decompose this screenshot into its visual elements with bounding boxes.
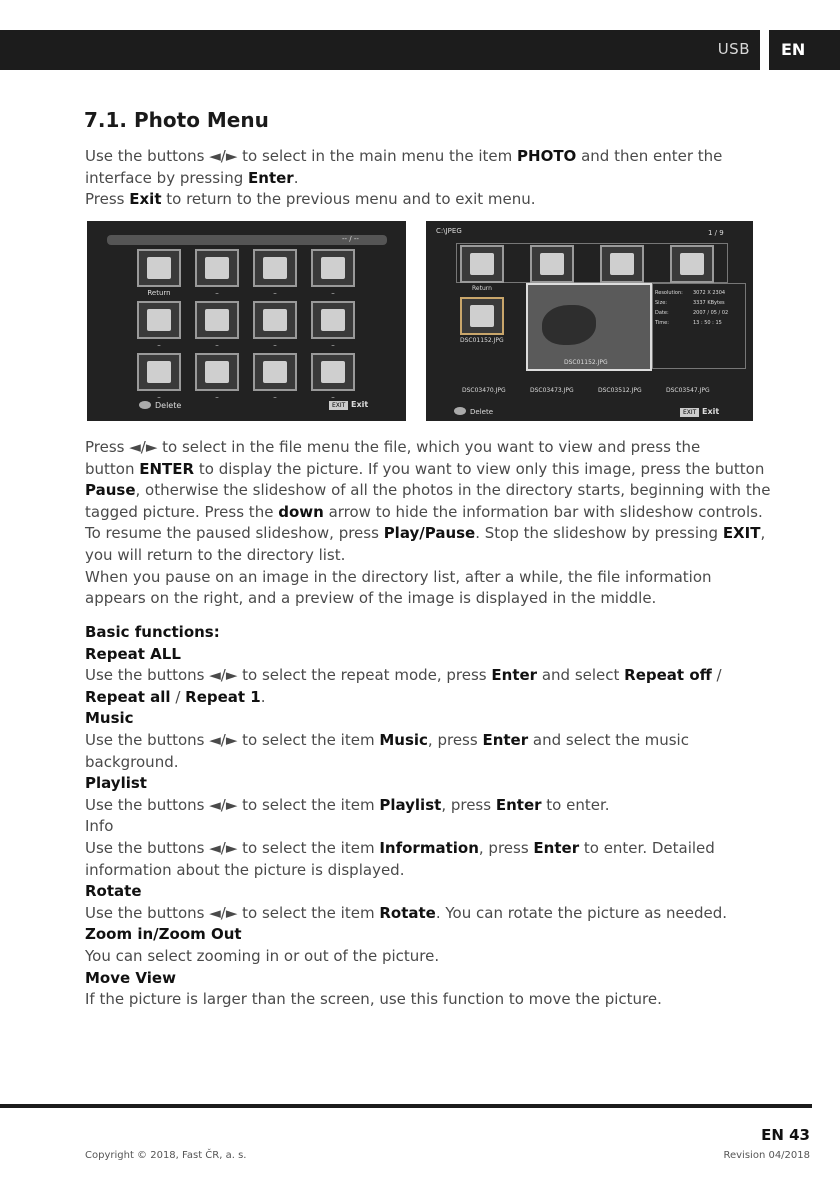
return-icon	[470, 253, 494, 275]
rotate-heading: Rotate	[85, 882, 142, 901]
grid-tile	[195, 249, 239, 287]
grid-tile	[253, 249, 297, 287]
file-label: DSC03473.JPG	[530, 387, 574, 394]
tile-label: –	[157, 393, 161, 401]
playlist-heading: Playlist	[85, 774, 147, 793]
photo-preview-screenshot	[426, 221, 753, 421]
video-file-icon	[263, 361, 287, 383]
page-counter: 1 / 9	[708, 229, 724, 237]
info-key: Date:	[655, 310, 669, 316]
tile-label: –	[157, 341, 161, 349]
file-label: DSC03512.JPG	[598, 387, 642, 394]
grid-tile	[311, 249, 355, 287]
info-value: 13 : 50 : 15	[693, 320, 722, 326]
zoom-heading: Zoom in/Zoom Out	[85, 925, 242, 944]
red-button-icon	[139, 401, 151, 409]
tile-label: –	[273, 393, 277, 401]
file-info-panel	[652, 283, 746, 369]
info-value: 2007 / 05 / 02	[693, 310, 729, 316]
image-preview	[526, 283, 652, 371]
tile-label: Return	[147, 289, 171, 297]
tile-label: –	[273, 341, 277, 349]
image-file-icon	[147, 361, 171, 383]
page-number: EN 43	[761, 1126, 810, 1144]
grid-tile	[137, 249, 181, 287]
info-key: Size:	[655, 300, 667, 306]
preview-photo-icon	[542, 305, 596, 345]
music-file-icon	[205, 361, 229, 383]
info-key: Resolution:	[655, 290, 683, 296]
thumbnail	[600, 245, 644, 283]
intro-paragraph: Use the buttons ◄/► to select in the main menu the item PHOTO and then enter the interface by pressing Enter. Press Exit to return to the previous menu and to exit menu.	[85, 147, 723, 209]
folder-icon	[321, 257, 345, 279]
file-label: DSC03470.JPG	[462, 387, 506, 394]
thumbnail	[530, 245, 574, 283]
info-heading: Info	[85, 817, 114, 836]
page-title: 7.1. Photo Menu	[84, 108, 269, 132]
grid-tile	[311, 301, 355, 339]
revision: Revision 04/2018	[723, 1150, 810, 1161]
grid-tile	[195, 353, 239, 391]
exit-hint: Exit	[702, 407, 720, 416]
selected-thumbnail	[460, 297, 504, 335]
thumbnail	[670, 245, 714, 283]
tile-label: –	[215, 393, 219, 401]
folder-icon	[205, 257, 229, 279]
move-view-heading: Move View	[85, 968, 176, 987]
grid-tile	[253, 301, 297, 339]
delete-hint: Delete	[470, 408, 493, 416]
exit-key-icon: EXIT	[680, 408, 699, 417]
return-icon	[147, 257, 171, 279]
image-thumbnail-icon	[470, 305, 494, 327]
section-label: USB	[717, 40, 750, 58]
tile-label: –	[215, 289, 219, 297]
language-badge: EN	[769, 30, 840, 70]
tile-label: –	[331, 393, 335, 401]
functions-heading: Basic functions:	[85, 623, 220, 641]
functions-section: Basic functions: Repeat ALL Use the buttons ◄/► to select the repeat mode, press Enter and select Repeat off / Repeat all / Repeat 1. Music Use the buttons ◄/► to select the item Music, press Enter and select the music background. Playlist Use the buttons ◄/► to select the item Playlist, press Enter to enter. Info Use the buttons ◄/► to select the item Information, press Enter to enter. Detailed information about the picture is displayed. Rotate Use the buttons ◄/► to select the item Rotate. You can rotate the picture as needed. Zoom in/Zoom Out You can select zooming in or out of the picture. Move View If the picture is larger than the screen, use this function to move the picture.	[85, 622, 775, 1011]
header-bar	[0, 30, 760, 70]
info-key: Time:	[655, 320, 669, 326]
document-file-icon	[321, 309, 345, 331]
video-file-icon	[263, 309, 287, 331]
image-thumbnail-icon	[610, 253, 634, 275]
music-heading: Music	[85, 709, 134, 728]
grid-tile	[137, 301, 181, 339]
tile-label: –	[331, 341, 335, 349]
music-file-icon	[205, 309, 229, 331]
grid-tile	[195, 301, 239, 339]
grid-tile	[137, 353, 181, 391]
tile-label: –	[273, 289, 277, 297]
image-file-icon	[147, 309, 171, 331]
copyright: Copyright © 2018, Fast ČR, a. s.	[85, 1150, 247, 1161]
file-label: DSC03547.JPG	[666, 387, 710, 394]
folder-icon	[263, 257, 287, 279]
selected-file-label: DSC01152.JPG	[460, 337, 504, 344]
grid-tile	[311, 353, 355, 391]
tile-label: –	[215, 341, 219, 349]
preview-file-label: DSC01152.JPG	[564, 359, 608, 366]
description-paragraph: Press ◄/► to select in the file menu the file, which you want to view and press the button ENTER to display the picture. If you want to view only this image, press the button Pause, otherwise the slideshow of all the photos in the directory starts, beginning with the tagged picture. Press the down arrow to hide the information bar with slideshow controls. To resume the paused slideshow, press Play/Pause. Stop the slideshow by pressing EXIT, you will return to the directory list. When you pause on an image in the directory list, after a while, the file information appears on the right, and a preview of the image is displayed in the middle.	[85, 438, 771, 608]
return-label: Return	[472, 285, 492, 292]
page-counter: -- / --	[342, 235, 359, 243]
delete-hint: Delete	[155, 401, 182, 410]
red-button-icon	[454, 407, 466, 415]
path-label: C:\JPEG	[436, 227, 462, 235]
image-thumbnail-icon	[540, 253, 564, 275]
grid-tile	[253, 353, 297, 391]
exit-key-icon: EXIT	[329, 401, 348, 410]
document-file-icon	[321, 361, 345, 383]
photo-grid-screenshot	[87, 221, 406, 421]
repeat-heading: Repeat ALL	[85, 644, 181, 663]
info-value: 3072 X 2304	[693, 290, 726, 296]
thumbnail	[460, 245, 504, 283]
tile-label: –	[331, 289, 335, 297]
info-value: 3337 KBytes	[693, 300, 725, 306]
image-thumbnail-icon	[680, 253, 704, 275]
footer-rule	[0, 1104, 812, 1108]
exit-hint: Exit	[351, 400, 369, 409]
